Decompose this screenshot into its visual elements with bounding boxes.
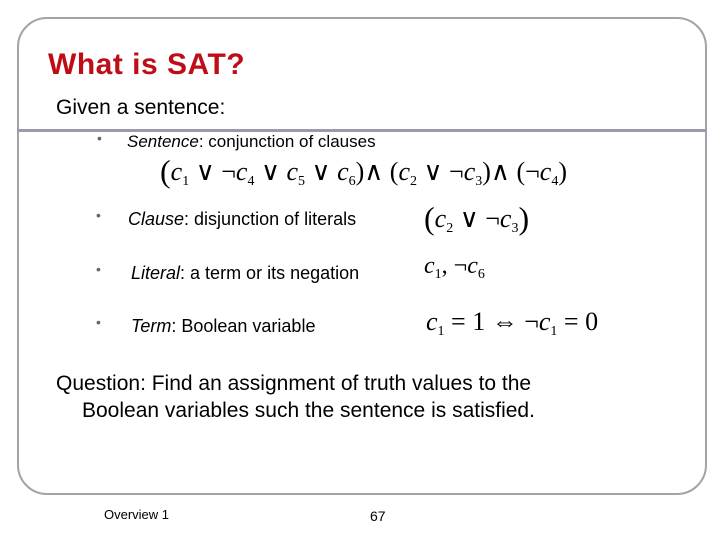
intro-term: Given a sentence — [56, 96, 220, 119]
footer-section-label: Overview 1 — [104, 507, 170, 522]
intro-colon: : — [219, 96, 226, 119]
question-term: Question — [56, 372, 141, 395]
bullet-text: disjunction of literals — [194, 209, 357, 229]
bullet-term: Sentence — [127, 132, 199, 151]
bullet-sentence — [97, 130, 376, 152]
bullet-dot-icon: • — [96, 207, 101, 223]
bullet-dot-icon: • — [96, 261, 101, 277]
formula-term: $c_1 = 1$ ⇔ $\neg c_1 = 0$ — [426, 307, 599, 339]
question-text — [56, 370, 656, 424]
bullet-term: Clause — [128, 209, 185, 229]
bullet-sep: : — [184, 209, 195, 229]
bullet-text: Boolean variable — [181, 316, 316, 336]
bullet-dot-icon: • — [96, 314, 101, 330]
bullet-term: Literal — [131, 263, 181, 283]
bullet-sep: : — [171, 316, 182, 336]
formula-sentence: ($c_1$ ∨ $\neg c_4$ ∨ $c_5$ ∨ $c_6)\wedge$ ($c_2$ ∨ $\neg c_3)\wedge$ $(\neg c_4)$ — [160, 153, 567, 189]
bullet-dot-icon: • — [97, 130, 102, 146]
intro-line — [56, 96, 225, 120]
question-line-2: Boolean variables such the sentence is satisfied. — [82, 399, 535, 422]
bullet-sep: : — [198, 132, 209, 151]
bullet-text: a term or its negation — [190, 263, 360, 283]
bullet-term-def — [96, 314, 316, 337]
bullet-literal — [96, 261, 360, 284]
bullet-clause — [96, 207, 357, 230]
formula-literal: $c_1$, $\neg c_6$ — [424, 253, 485, 282]
footer-page-number: 67 — [370, 508, 386, 524]
bullet-text: conjunction of clauses — [208, 132, 376, 151]
formula-clause: ($c_2$ ∨ $\neg c_3$) — [424, 200, 530, 236]
bullet-sep: : — [180, 263, 191, 283]
slide-title: What is SAT? — [48, 48, 246, 81]
question-line-1: : Find an assignment of truth values to the — [140, 372, 532, 395]
bullet-term: Term — [131, 316, 172, 336]
